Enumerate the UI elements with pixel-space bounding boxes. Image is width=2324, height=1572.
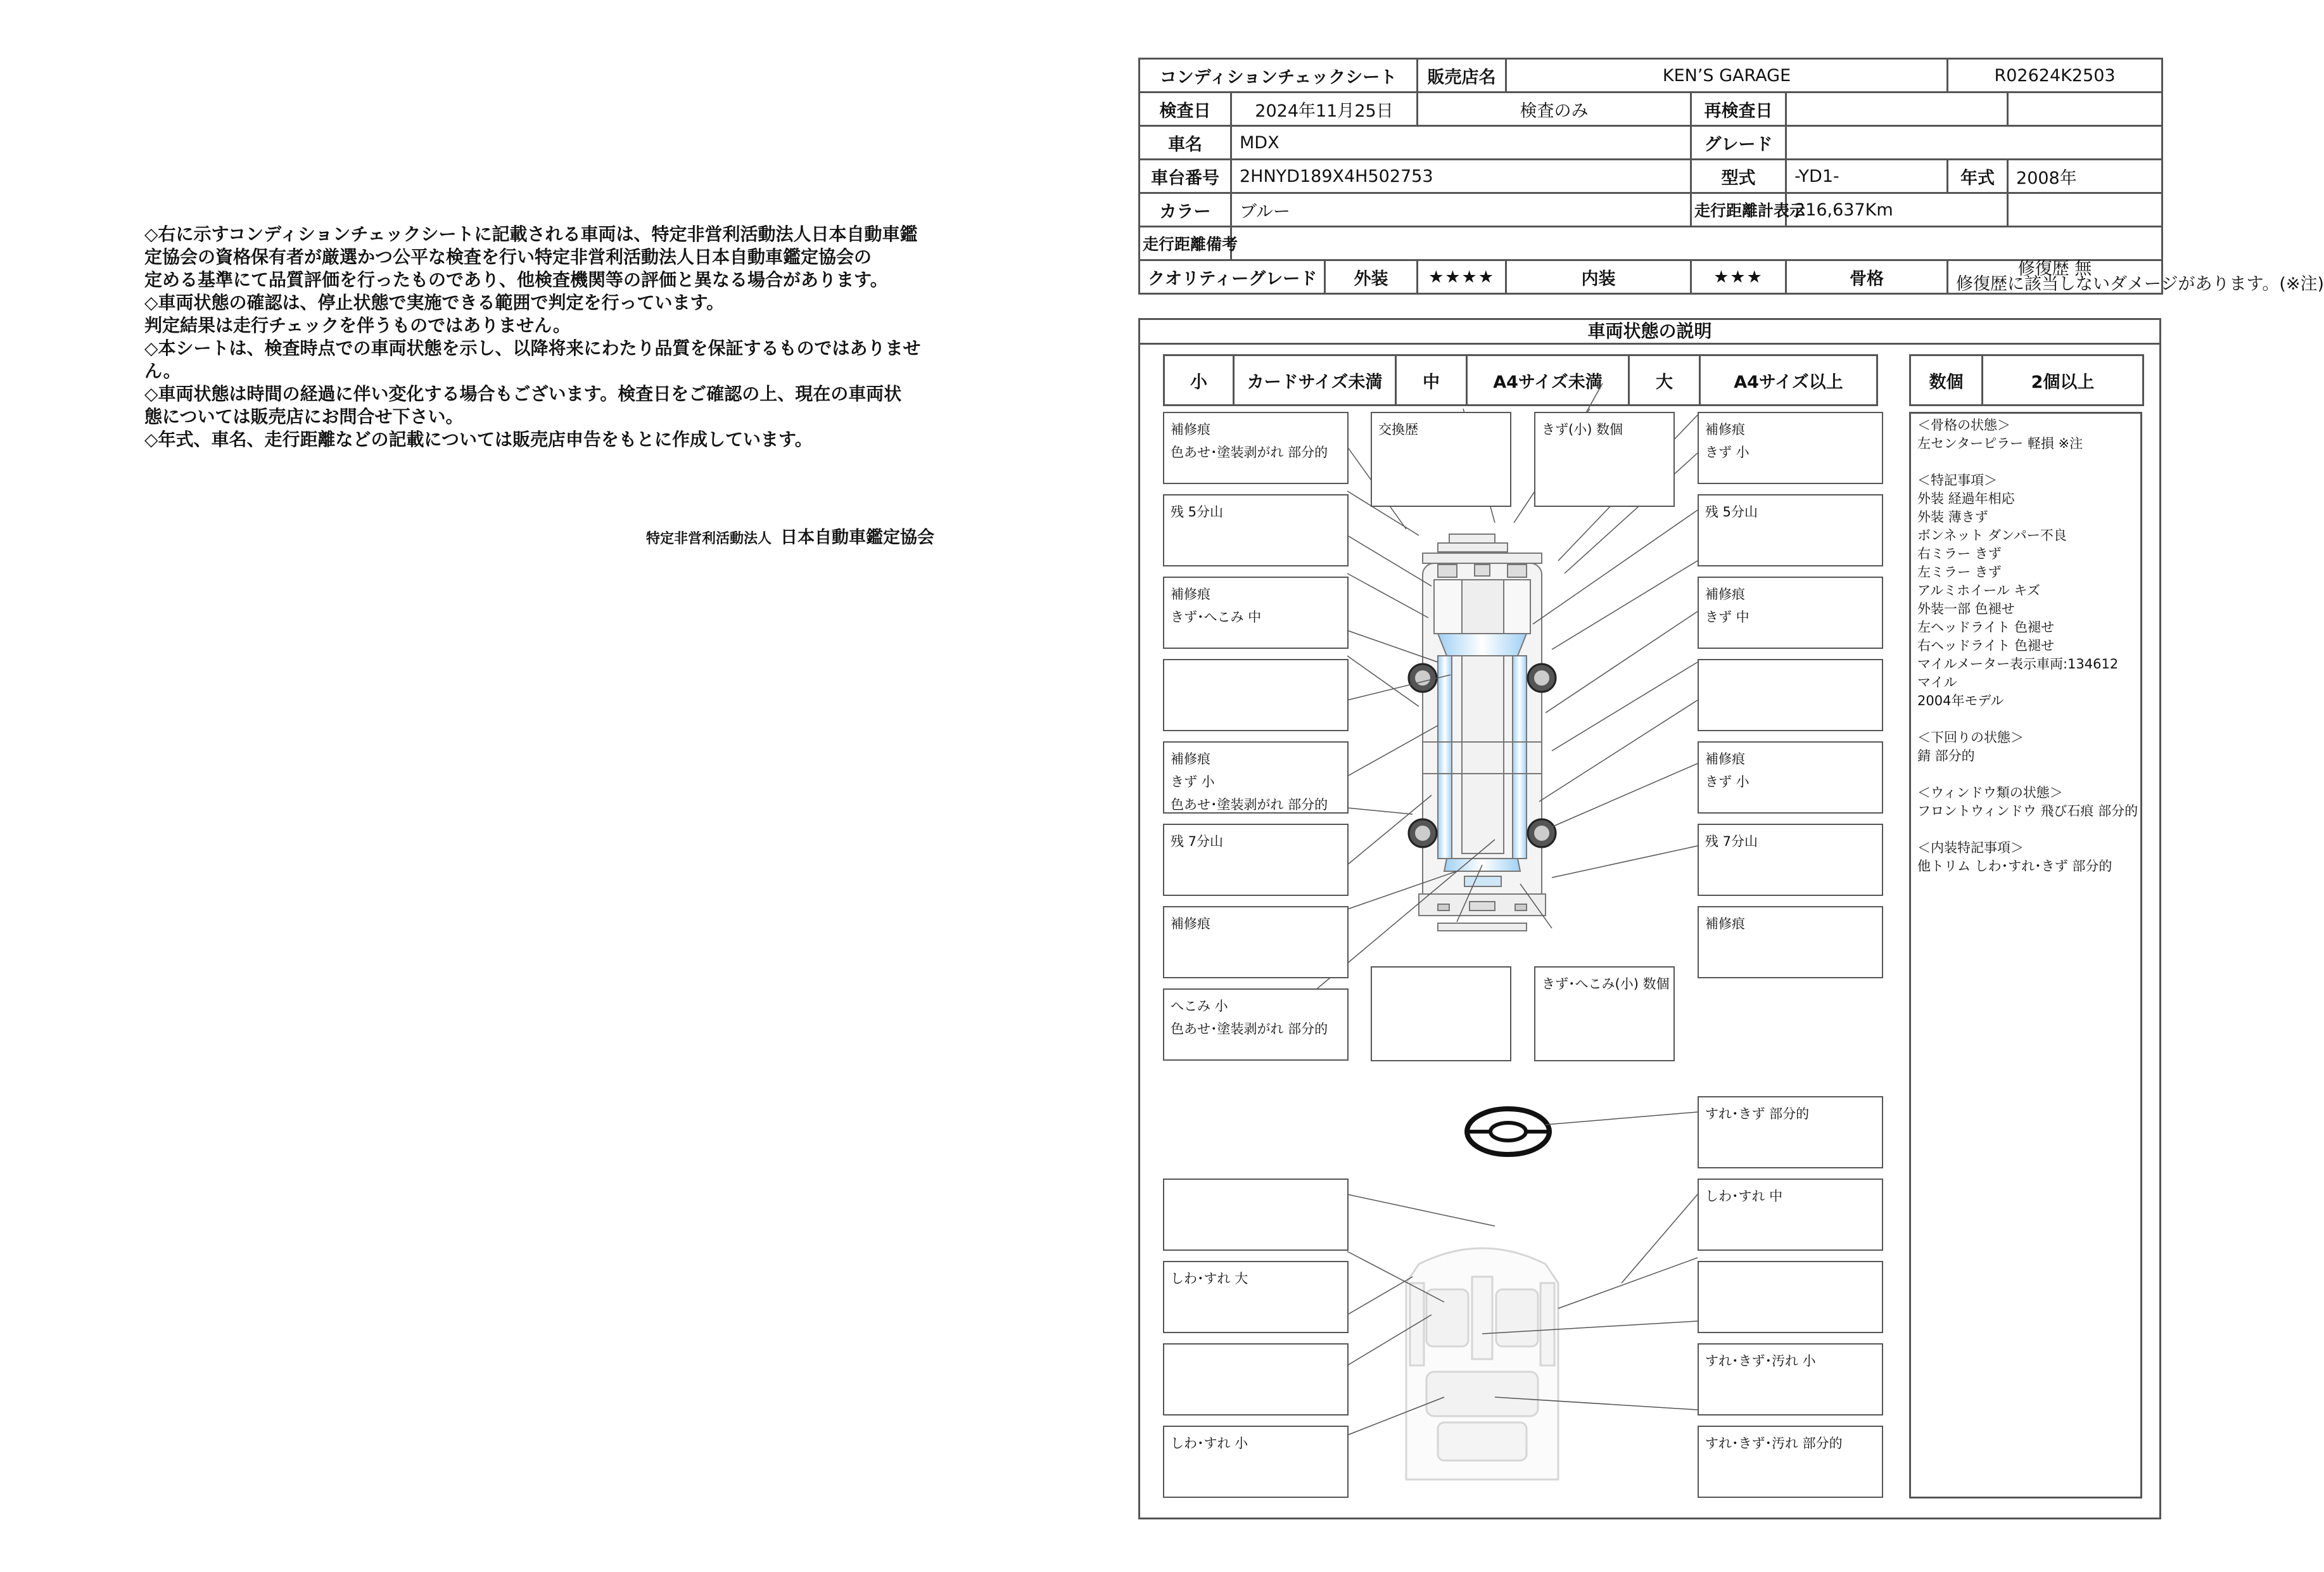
model-value: -YD1-: [1786, 160, 1948, 193]
callout-bottom-1: [1371, 966, 1511, 1061]
car-front-bumper: [1423, 553, 1542, 563]
front-right-hub: [1534, 670, 1549, 686]
callout-top-2: [1534, 412, 1675, 507]
quality-grade-label: クオリティーグレード: [1140, 260, 1325, 294]
callout-text: しわ･すれ 中: [1705, 1189, 1783, 1204]
notice-line: ん。: [144, 361, 181, 381]
note-line: ＜下回りの状態＞: [1917, 730, 2024, 745]
car-name-label: 車名: [1140, 126, 1231, 160]
callout-interior-left-3: [1163, 1343, 1349, 1415]
callout-left-4: [1163, 659, 1349, 731]
callout-text: 残 5分山: [1705, 504, 1758, 520]
legend-large: 大: [1629, 355, 1700, 406]
car-interior-diagram: [1406, 1248, 1558, 1479]
count-label: 数個: [1910, 355, 1983, 406]
front-left-seat: [1426, 1289, 1468, 1346]
note-line: 右ヘッドライト 色褪せ: [1917, 638, 2055, 653]
note-line: 左センターピラー 軽損 ※注: [1917, 436, 2083, 451]
callout-text: 補修痕: [1705, 751, 1745, 767]
right-headlight: [1508, 565, 1527, 577]
reinspect-date-label: 再検査日: [1691, 93, 1786, 126]
note-line: [1917, 710, 2134, 729]
repair-history-status: 修復歴 無: [2017, 259, 2092, 279]
callout-text: 補修痕: [1171, 751, 1210, 767]
left-door-panel: [1410, 1283, 1424, 1365]
callout-text: きず･へこみ 中: [1171, 610, 1262, 625]
notice-line: 定協会の資格保有者が厳選かつ公平な検査を行い特定非営利活動法人日本自動車鑑定協会の: [144, 246, 872, 267]
callout-text: 補修痕: [1171, 587, 1210, 602]
callout-text: きず 小: [1705, 774, 1749, 789]
callout-interior-right-4: [1698, 1426, 1883, 1498]
grade-value: [1786, 126, 2162, 160]
notice-line: ◇右に示すコンディションチェックシートに記載される車両は、特定非営利活動法人日本自動車鑑: [144, 224, 918, 245]
exterior-rating: ★★★★: [1418, 260, 1506, 294]
callout-bottom-2: [1534, 966, 1675, 1061]
interior-label: 内装: [1506, 260, 1691, 294]
frame-label: 骨格: [1786, 260, 1948, 294]
callout-top-1: [1371, 412, 1511, 507]
callout-right-6: [1698, 824, 1883, 896]
hood-center: [1462, 580, 1504, 634]
legend-small-desc: カードサイズ未満: [1234, 355, 1396, 406]
dealer-label: 販売店名: [1418, 59, 1506, 93]
reinspect-date-value: [1786, 93, 2008, 126]
rear-glass-lower: [1464, 876, 1501, 886]
note-line: ボンネット ダンパー不良: [1917, 528, 2067, 543]
callout-text: 補修痕: [1705, 422, 1745, 437]
note-line: 外装一部 色褪せ: [1917, 601, 2015, 617]
callout-text: すれ･きず･汚れ 小: [1705, 1353, 1816, 1369]
color-label: カラー: [1140, 193, 1231, 227]
legend-small: 小: [1164, 355, 1234, 406]
note-line: ＜内装特記事項＞: [1917, 840, 2024, 855]
callout-interior-right-1: [1698, 1179, 1883, 1251]
callout-right-4: [1698, 659, 1883, 731]
callout-text: しわ･すれ 小: [1171, 1436, 1248, 1451]
vehicle-condition-section: [1138, 318, 2161, 1519]
sheet-number: R02624K2503: [1948, 59, 2162, 93]
rear-left-hub: [1415, 826, 1430, 841]
repair-history: [1948, 259, 2324, 294]
callout-text: すれ･きず･汚れ 部分的: [1705, 1436, 1843, 1451]
note-line: ＜ウィンドウ類の状態＞: [1917, 785, 2063, 800]
note-line: 左ヘッドライト 色褪せ: [1917, 620, 2055, 635]
callout-text: きず 中: [1705, 610, 1749, 625]
roof: [1462, 656, 1504, 853]
callout-text: 色あせ･塗装剥がれ 部分的: [1171, 1021, 1328, 1037]
note-line: ＜特記事項＞: [1917, 473, 1997, 488]
organization-title: 日本自動車鑑定協会: [780, 528, 935, 547]
callout-text: きず 小: [1171, 774, 1215, 789]
mileage-extra-cell: [2008, 193, 2162, 227]
callout-right-5: [1698, 741, 1883, 814]
notice-line: ◇車両状態の確認は、停止状態で実施できる範囲で判定を行っています。: [144, 292, 725, 313]
right-windows: [1513, 656, 1527, 859]
notice-line: ◇車両状態は時間の経過に伴い変化する場合もございます。検査日をご確認の上、現在の車両状: [144, 383, 902, 404]
year-label: 年式: [1948, 160, 2008, 193]
front-windshield: [1438, 634, 1527, 656]
note-line: [1917, 453, 2134, 471]
callout-interior-right-3: [1698, 1343, 1883, 1415]
rear-seat: [1426, 1372, 1538, 1416]
callout-interior-left-1: [1163, 1179, 1349, 1251]
chassis-label: 車台番号: [1140, 160, 1231, 193]
organization-prefix: 特定非営利活動法人: [646, 531, 772, 547]
note-line: [1917, 821, 2134, 839]
callout-text: すれ･きず 部分的: [1705, 1106, 1810, 1121]
callout-text: 残 7分山: [1171, 834, 1224, 849]
mileage-note-value: [1231, 227, 2162, 260]
callout-text: しわ･すれ 大: [1171, 1271, 1248, 1286]
left-windows: [1438, 656, 1452, 859]
callout-right-7: [1698, 906, 1883, 978]
note-line: 2004年モデル: [1917, 693, 2004, 708]
note-line: 右ミラー きず: [1917, 546, 2002, 561]
front-emblem: [1475, 565, 1490, 576]
color-value: ブルー: [1231, 193, 1691, 227]
callout-right-2: [1698, 494, 1883, 566]
special-notes-panel: [1909, 412, 2142, 1499]
note-line: [1917, 765, 2134, 784]
legend-large-desc: A4サイズ以上: [1700, 355, 1877, 406]
car-name-value: MDX: [1231, 126, 1691, 160]
right-taillight: [1515, 904, 1527, 911]
callout-text: 色あせ･塗装剥がれ 部分的: [1171, 445, 1328, 460]
callout-right-1: [1698, 412, 1883, 484]
callout-right-3: [1698, 577, 1883, 649]
callout-steering: [1698, 1096, 1883, 1168]
mileage-note-label: 走行距離備考: [1140, 227, 1231, 260]
model-label: 型式: [1691, 160, 1786, 193]
front-right-seat: [1496, 1289, 1538, 1346]
legend-medium: 中: [1396, 355, 1467, 406]
grade-label: グレード: [1691, 126, 1786, 160]
sheet-header-table: [1138, 58, 2324, 295]
repair-history-note: 修復歴に該当しないダメージがあります。(※注): [1956, 274, 2324, 294]
count-value: 2個以上: [1983, 355, 2143, 406]
disclaimer-notice: [144, 223, 987, 451]
note-line: ＜骨格の状態＞: [1917, 418, 2010, 433]
left-taillight: [1438, 904, 1449, 911]
inspect-date-value: 2024年11月25日: [1231, 93, 1418, 126]
year-value: 2008年: [2008, 160, 2162, 193]
rear-right-hub: [1534, 826, 1549, 841]
callout-text: 補修痕: [1705, 587, 1745, 602]
notice-line: 態については販売店にお問合せ下さい。: [144, 406, 464, 427]
callout-text: きず･へこみ(小) 数個: [1542, 976, 1670, 992]
third-row-seat: [1438, 1422, 1527, 1460]
notice-line: 判定結果は走行チェックを伴うものではありません。: [144, 315, 571, 336]
callout-left-2: [1163, 494, 1349, 566]
organization-name: [646, 523, 934, 548]
callout-left-3: [1163, 577, 1349, 649]
callout-text: 色あせ･塗装剥がれ 部分的: [1171, 797, 1328, 812]
callout-text: へこみ 小: [1171, 999, 1228, 1014]
callout-left-8: [1163, 988, 1349, 1061]
callout-interior-left-4: [1163, 1426, 1349, 1498]
rear-step: [1438, 923, 1527, 931]
callout-left-1: [1163, 412, 1349, 484]
callout-text: 残 5分山: [1171, 504, 1224, 520]
callout-left-5: [1163, 741, 1349, 814]
legend-medium-desc: A4サイズ未満: [1467, 355, 1629, 406]
inspect-date-label: 検査日: [1140, 93, 1231, 126]
notice-line: ◇本シートは、検査時点での車両状態を示し、以降将来にわたり品質を保証するものではありませ: [144, 338, 921, 359]
reinspect-extra-cell: [2008, 93, 2162, 126]
callout-text: きず(小) 数個: [1542, 422, 1623, 437]
note-line: 他トリム しわ･すれ･きず 部分的: [1917, 859, 2112, 874]
callout-text: 補修痕: [1705, 916, 1745, 931]
sheet-title: コンディションチェックシート: [1140, 59, 1418, 93]
note-line: 外装 経過年相応: [1917, 491, 2015, 506]
left-headlight: [1438, 565, 1457, 577]
note-line: アルミホイール キズ: [1917, 583, 2040, 598]
notice-line: 定める基準にて品質評価を行ったものであり、他検査機関等の評価と異なる場合があります。: [144, 269, 888, 290]
chassis-number: 2HNYD189X4H502753: [1231, 160, 1691, 193]
car-exterior-diagram: [1419, 534, 1546, 931]
interior-rating: ★★★: [1691, 260, 1786, 294]
callout-text: 補修痕: [1171, 916, 1210, 931]
callout-left-6: [1163, 824, 1349, 896]
callout-interior-left-2: [1163, 1261, 1349, 1333]
exterior-label: 外装: [1325, 260, 1418, 294]
note-line: フロントウィンドウ 飛び石痕 部分的: [1917, 803, 2138, 819]
callout-text: 残 7分山: [1705, 834, 1758, 849]
callout-interior-right-2: [1698, 1261, 1883, 1333]
callout-left-7: [1163, 906, 1349, 978]
callout-text: きず 小: [1705, 445, 1749, 460]
rear-plate: [1470, 902, 1495, 911]
car-grille-top: [1438, 543, 1508, 552]
dealer-name: KEN’S GARAGE: [1506, 59, 1948, 93]
mileage-label: 走行距離計表示: [1691, 193, 1786, 227]
steering-wheel-icon: [1467, 1109, 1549, 1154]
callout-text: 交換歴: [1378, 422, 1418, 437]
section-title: 車両状態の説明: [1140, 320, 2159, 345]
mileage-value: 216,637Km: [1786, 193, 2008, 227]
note-line: 外装 薄きず: [1917, 509, 1988, 525]
notice-line: ◇年式、車名、走行距離などの記載については販売店申告をもとに作成しています。: [144, 429, 813, 450]
note-line: マイル: [1917, 675, 1957, 690]
condition-check-sheet: [1138, 58, 2324, 1519]
right-door-panel: [1540, 1283, 1554, 1365]
note-line: 左ミラー きず: [1917, 565, 2002, 580]
note-line: マイルメーター表示車両:134612: [1917, 656, 2119, 672]
car-front-bumper-top: [1449, 534, 1495, 544]
callout-text: 補修痕: [1171, 422, 1210, 437]
inspect-type: 検査のみ: [1418, 93, 1691, 126]
center-console: [1472, 1277, 1492, 1359]
note-line: 錆 部分的: [1917, 748, 1975, 764]
